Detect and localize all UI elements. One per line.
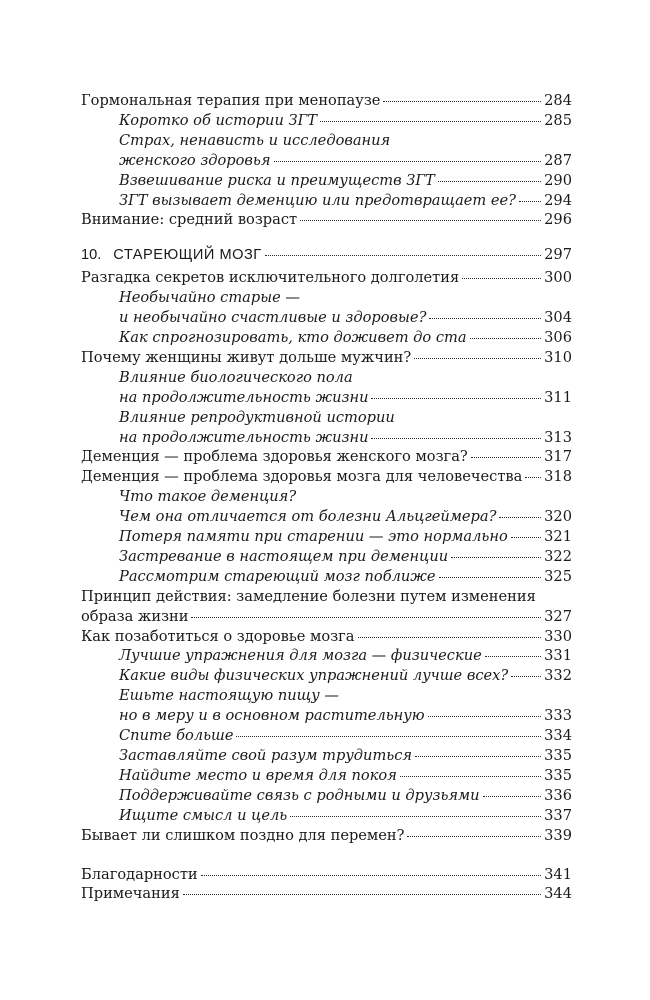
toc-entry-text: Благодарности [81, 865, 198, 883]
toc-subentry[interactable] [81, 766, 572, 786]
toc-entry-text: ЗГТ вызывает деменцию или предотвращает ее? [119, 191, 517, 209]
toc-entry-text: женского здоровья [119, 151, 271, 169]
toc-entry-line [81, 826, 572, 846]
toc-entry-text: Как спрогнозировать, кто доживет до ста [119, 328, 467, 346]
dot-leader [191, 617, 541, 618]
toc-entry[interactable] [81, 884, 572, 904]
toc-entry-text: Взвешивание риска и преимуществ ЗГТ [119, 171, 435, 189]
table-of-contents [81, 91, 572, 904]
toc-subentry[interactable] [81, 806, 572, 826]
dot-leader [525, 477, 541, 478]
toc-entry-line [119, 746, 572, 766]
toc-entry-line [119, 646, 572, 666]
toc-chapter-entry[interactable] [81, 245, 572, 266]
toc-entry-text: Потеря памяти при старении — это нормально [119, 528, 508, 546]
toc-entry-line [81, 627, 572, 647]
page-number: 310 [544, 348, 572, 366]
toc-entry-text: Найдите место и время для покоя [119, 766, 397, 784]
toc-entry-text: на продолжительность жизни [119, 388, 369, 406]
dot-leader [290, 816, 541, 817]
toc-entry-text: Спите больше [119, 727, 234, 745]
toc-entry-line [119, 328, 572, 348]
page-number: 306 [544, 328, 572, 346]
toc-entry-text: Страх, ненависть и исследования [119, 131, 391, 149]
toc-entry-text: Чем она отличается от болезни Альцгеймера? [119, 508, 497, 526]
toc-entry-text: на продолжительность жизни [119, 428, 369, 446]
toc-entry-text: Какие виды физических упражнений лучше всех? [119, 667, 509, 685]
toc-entry-text: Ешьте настоящую пищу — [119, 687, 339, 705]
chapter-title: СТАРЕЮЩИЙ МОЗГ [113, 247, 262, 264]
page-number: 331 [544, 647, 572, 665]
toc-entry-text: Разгадка секретов исключительного долголетия [81, 269, 460, 287]
dot-leader [439, 577, 542, 578]
toc-entry-text: Деменция — проблема здоровья мозга для человечества [81, 468, 523, 486]
toc-entry-line [119, 171, 572, 191]
dot-leader [358, 637, 542, 638]
page-number: 311 [544, 388, 572, 406]
page-number: 296 [544, 211, 572, 229]
toc-entry-text: Застревание в настоящем при деменции [119, 547, 449, 565]
toc-subentry[interactable] [81, 567, 572, 587]
page-number: 332 [544, 667, 572, 685]
toc-subentry[interactable] [81, 328, 572, 348]
toc-entry-text: Рассмотрим стареющий мозг поближе [119, 567, 436, 585]
toc-entry-line [119, 428, 572, 448]
page-number: 327 [544, 607, 572, 625]
toc-entry[interactable] [81, 268, 572, 288]
toc-subentry[interactable] [81, 726, 572, 746]
page-number: 344 [544, 885, 572, 903]
toc-entry-line [119, 308, 572, 328]
toc-entry-line [81, 884, 572, 904]
toc-entry[interactable] [81, 865, 572, 885]
toc-subentry[interactable] [81, 191, 572, 211]
toc-entry-line [119, 388, 572, 408]
toc-entry-text: Необычайно старые — [119, 289, 300, 307]
toc-subentry[interactable] [81, 646, 572, 666]
toc-entry-text: Заставляйте свой разум трудиться [119, 747, 413, 764]
toc-entry-text: Коротко об истории ЗГТ [119, 111, 317, 129]
toc-entry[interactable] [81, 826, 572, 846]
dot-leader [499, 517, 541, 518]
toc-entry-text: Деменция — проблема здоровья женского мозга? [81, 448, 468, 466]
page-number: 336 [544, 786, 572, 804]
page-number: 294 [544, 191, 572, 209]
dot-leader [415, 756, 541, 757]
dot-leader [438, 181, 541, 182]
toc-entry-line [81, 447, 572, 467]
dot-leader [462, 278, 541, 279]
toc-entry-line [81, 91, 572, 111]
toc-entry-text: Поддерживайте связь с родными и друзьями [119, 786, 480, 804]
page-number: 287 [544, 151, 572, 169]
dot-leader [300, 220, 541, 221]
page-number: 284 [544, 92, 572, 109]
toc-subentry[interactable] [81, 288, 572, 328]
toc-entry-line [81, 245, 572, 266]
toc-subentry[interactable] [81, 171, 572, 191]
toc-entry-text: Бывает ли слишком поздно для перемен? [81, 826, 405, 844]
dot-leader [429, 318, 541, 319]
toc-subentry[interactable] [81, 746, 572, 766]
toc-entry-text: Лучшие упражнения для мозга — физические [119, 647, 482, 665]
dot-leader [371, 398, 541, 399]
toc-entry-line [119, 111, 572, 131]
dot-leader [183, 894, 541, 895]
toc-entry-text: Как позаботиться о здоровье мозга [81, 627, 355, 645]
toc-subentry[interactable] [81, 786, 572, 806]
toc-subentry[interactable] [81, 527, 572, 547]
page-number: 335 [544, 747, 572, 764]
page-number: 297 [544, 246, 572, 264]
toc-entry-text: Принцип действия: замедление болезни путем изменения [81, 587, 536, 605]
toc-entry-line [81, 268, 572, 288]
page-number: 333 [544, 707, 572, 725]
dot-leader [265, 255, 541, 256]
page-number: 317 [544, 448, 572, 466]
toc-entry[interactable] [81, 348, 572, 368]
toc-entry-text: образа жизни [81, 607, 189, 625]
page-number: 325 [544, 567, 572, 585]
toc-entry-line [119, 666, 572, 686]
toc-entry[interactable] [81, 210, 572, 230]
dot-leader [428, 716, 542, 717]
toc-entry-text: Влияние биологического пола [119, 368, 353, 386]
toc-entry-text: Гормональная терапия при менопаузе [81, 92, 381, 109]
toc-subentry[interactable] [81, 131, 572, 171]
toc-subentry[interactable] [81, 408, 572, 448]
toc-entry-line [119, 527, 572, 547]
toc-entry-line [81, 467, 572, 487]
dot-leader [274, 161, 542, 162]
toc-entry-line [119, 507, 572, 527]
page-number: 320 [544, 508, 572, 526]
toc-entry-text: и необычайно счастливые и здоровые? [119, 309, 427, 327]
toc-entry-line [119, 567, 572, 587]
toc-entry[interactable] [81, 447, 572, 467]
toc-entry-line [119, 191, 572, 211]
dot-leader [414, 358, 541, 359]
toc-entry-line [119, 766, 572, 786]
toc-entry[interactable] [81, 627, 572, 647]
toc-entry-line [81, 210, 572, 230]
dot-leader [485, 656, 541, 657]
page-number: 334 [544, 727, 572, 745]
dot-leader [236, 736, 541, 737]
page-number: 322 [544, 547, 572, 565]
toc-entry-text: Внимание: средний возраст [81, 211, 298, 229]
toc-entry-line [81, 348, 572, 368]
toc-subentry[interactable] [81, 547, 572, 567]
toc-entry-text: Влияние репродуктивной истории [119, 408, 395, 426]
page-number: 300 [544, 269, 572, 287]
toc-entry-line [81, 865, 572, 885]
page-number: 290 [544, 171, 572, 189]
toc-subentry[interactable] [81, 368, 572, 408]
toc-entry-line [119, 726, 572, 746]
toc-entry-line [119, 706, 572, 726]
dot-leader [470, 338, 542, 339]
toc-entry-line [119, 547, 572, 567]
dot-leader [483, 796, 542, 797]
dot-leader [511, 537, 541, 538]
dot-leader [400, 776, 541, 777]
page-number: 285 [544, 111, 572, 129]
toc-subentry[interactable] [81, 111, 572, 131]
toc-subentry[interactable] [81, 666, 572, 686]
dot-leader [511, 676, 541, 677]
toc-entry-line [81, 607, 572, 627]
dot-leader [383, 101, 541, 102]
page-number: 341 [544, 865, 572, 883]
page-number: 337 [544, 806, 572, 824]
toc-entry-text: Ищите смысл и цель [119, 806, 288, 824]
page-number: 304 [544, 309, 572, 327]
toc-entry-text: Примечания [81, 885, 180, 903]
toc-entry-text: Почему женщины живут дольше мужчин? [81, 348, 412, 366]
toc-entry-text: Что такое деменция? [119, 488, 297, 506]
dot-leader [371, 438, 541, 439]
toc-entry-line [119, 151, 572, 171]
dot-leader [471, 457, 541, 458]
page-number: 335 [544, 766, 572, 784]
page-number: 330 [544, 627, 572, 645]
dot-leader [320, 121, 541, 122]
toc-entry[interactable] [81, 467, 572, 487]
dot-leader [201, 875, 541, 876]
toc-entry-line [119, 806, 572, 826]
dot-leader [451, 557, 541, 558]
toc-subentry[interactable] [81, 487, 572, 527]
toc-entry[interactable] [81, 587, 572, 627]
dot-leader [407, 836, 541, 837]
page-number: 321 [544, 528, 572, 546]
toc-entry-line [119, 786, 572, 806]
page-number: 318 [544, 468, 572, 486]
dot-leader [519, 201, 541, 202]
chapter-number: 10. [81, 247, 102, 264]
toc-entry-text: но в меру и в основном растительную [119, 707, 425, 725]
page-number: 313 [544, 428, 572, 446]
toc-subentry[interactable] [81, 686, 572, 726]
toc-entry[interactable] [81, 91, 572, 111]
page-number: 339 [544, 826, 572, 844]
